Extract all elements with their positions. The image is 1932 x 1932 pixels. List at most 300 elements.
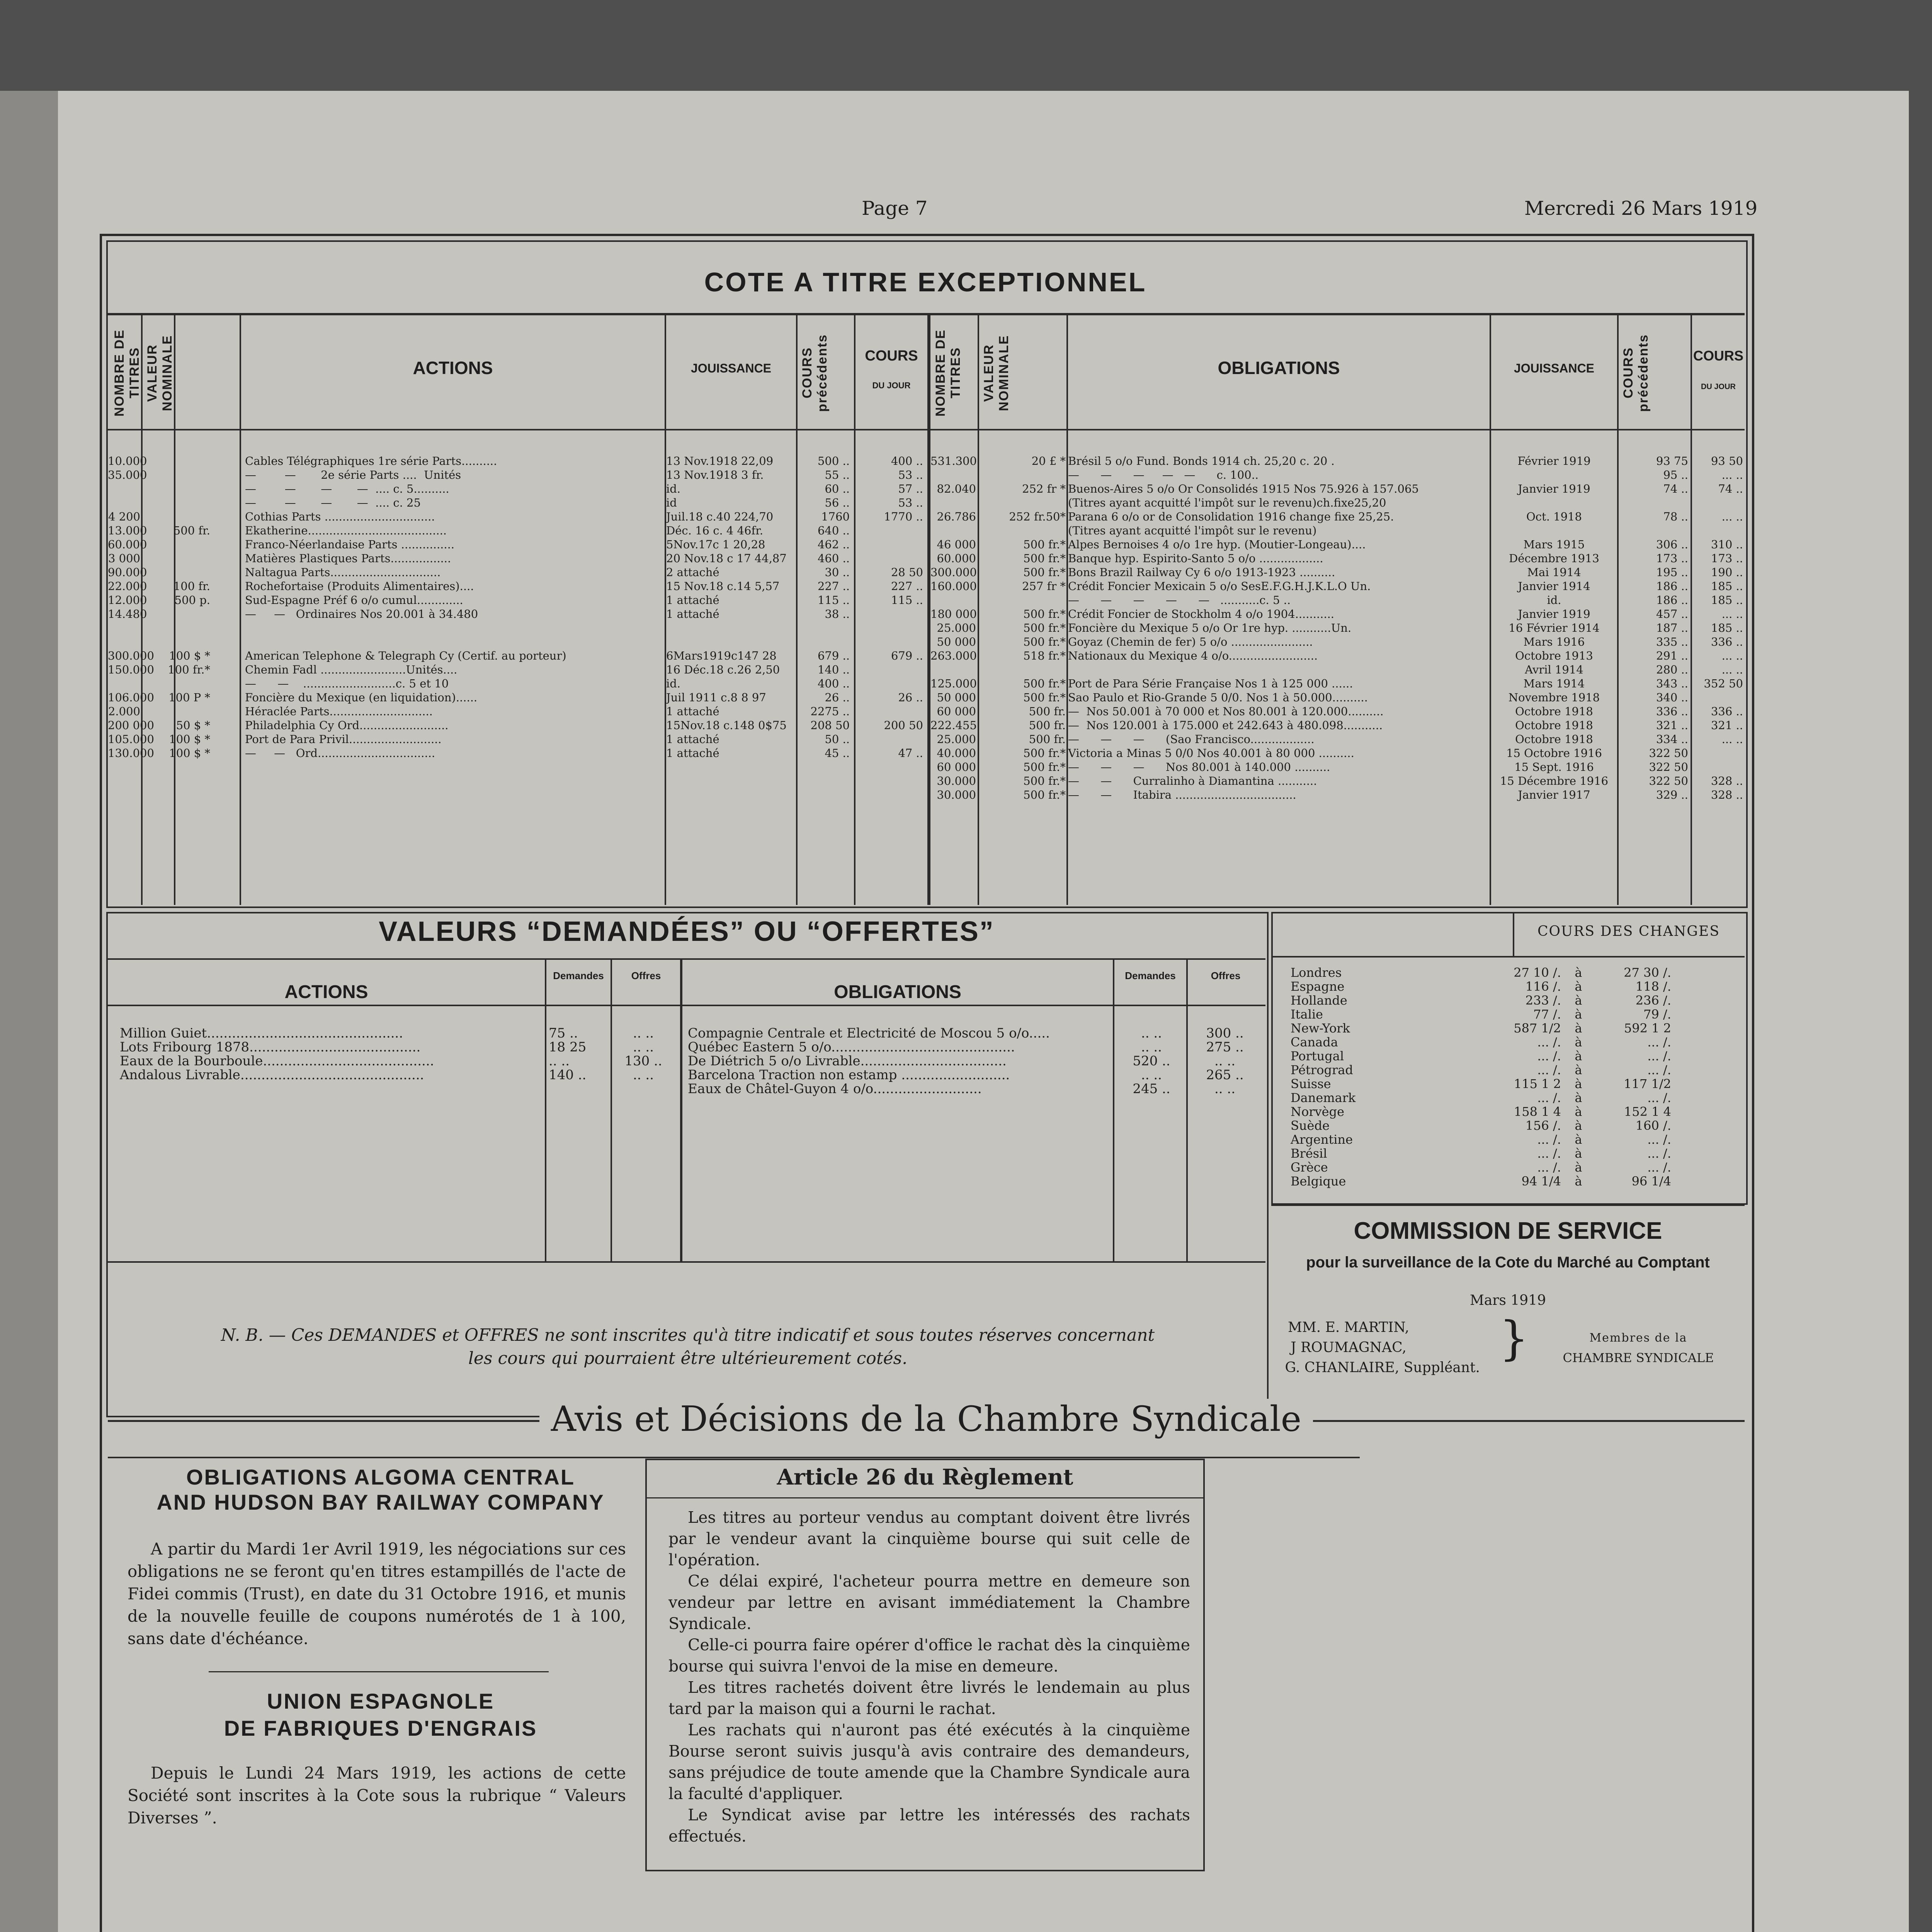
cote-action-precedent: 45 .. [825, 747, 850, 760]
article-p6: Le Syndicat avise par lettre les intéressés des rachats effectués. [668, 1806, 1190, 1845]
changes-cours-b: ... /. [1647, 1063, 1671, 1077]
cote-action-precedent: 400 .. [817, 677, 850, 690]
changes-cours-b: ... /. [1647, 1132, 1671, 1147]
cote-rule [108, 313, 1745, 315]
cote-obligation-name: Bons Brazil Railway Cy 6 o/o 1913-1923 .......... [1068, 566, 1335, 579]
article-p4: Les titres rachetés doivent être livrés le lendemain au plus tard par la maison qui a fourni le rachat. [668, 1678, 1190, 1718]
cote-action-name: Cothias Parts ............................... [245, 510, 435, 523]
cote-obligation-valeur: 500 fr.* [1023, 552, 1066, 565]
cote-action-jouissance: 15Nov.18 c.148 0$75 [666, 719, 787, 732]
cote-obligation-nombre: 25.000 [937, 733, 976, 746]
cote-action-name: Rochefortaise (Produits Alimentaires).... [245, 580, 474, 593]
cote-action-jouissance: 20 Nov.18 c 17 44,87 [666, 552, 787, 565]
changes-cours-a: 77 /. [1533, 1007, 1561, 1022]
cote-obligation-precedent: 291 .. [1656, 649, 1688, 662]
valeurs-action-offre: .. .. [633, 1067, 654, 1083]
changes-cours-a: ... /. [1537, 1063, 1561, 1077]
cote-action-jouissance: Déc. 16 c. 4 46fr. [666, 524, 764, 537]
changes-a: à [1575, 1063, 1582, 1077]
valeurs-obligation-offre: 275 .. [1206, 1039, 1244, 1055]
changes-cours-b: 79 /. [1643, 1007, 1671, 1022]
cote-actions-table [108, 454, 927, 760]
cote-obligation-precedent: 335 .. [1656, 635, 1688, 648]
cote-obligation-jour: 310 .. [1711, 538, 1743, 551]
changes-cours-a: ... /. [1537, 1160, 1561, 1175]
cote-action-jour: 53 .. [898, 468, 923, 481]
valeurs-obligation-row [688, 1026, 1264, 1040]
cote-obligation-valeur: 20 £ * [1031, 454, 1066, 468]
cote-action-row [108, 593, 927, 607]
valeurs-obligation-offre: .. .. [1214, 1053, 1236, 1069]
cote-action-valeur: 500 p. [174, 594, 210, 607]
valeurs-action-row [120, 1026, 684, 1040]
cote-action-jour: 115 .. [891, 594, 923, 607]
cote-action-row [108, 579, 927, 593]
cote-obligation-name: Foncière du Mexique 5 o/o Or 1re hyp. ...........Un. [1068, 621, 1352, 634]
article-p3: Celle-ci pourra faire opérer d'office le rachat dès la cinquième bourse qui suivra l'envoi de la mise en demeure. [668, 1636, 1190, 1675]
cote-obligation-row [930, 565, 1745, 579]
cote-obligation-row [930, 510, 1745, 524]
cote-obligation-name: Parana 6 o/o or de Consolidation 1916 change fixe 25,25. [1068, 510, 1394, 523]
cote-action-precedent: 140 .. [817, 663, 850, 676]
cote-action-nombre: 4 200 [108, 510, 140, 523]
cote-action-nombre: 60.000 [108, 538, 147, 551]
cote-action-jouissance: 16 Déc.18 c.26 2,50 [666, 663, 780, 676]
cote-action-valeur: 100 $ * [169, 747, 210, 760]
valeurs-demandes-label-2: Demandes [1125, 970, 1176, 981]
cote-obligation-row [930, 732, 1745, 746]
col-nombre-header: NOMBRE DE TITRES [112, 329, 142, 417]
cote-obligation-precedent: 321 .. [1656, 719, 1688, 732]
changes-a: à [1575, 1160, 1582, 1175]
cote-obligation-jour: 185 .. [1711, 621, 1743, 634]
changes-pays: Italie [1291, 1007, 1323, 1022]
paper-edge-left [0, 91, 58, 1932]
col-du-jour-header: DU JOUR [872, 381, 911, 390]
changes-pays: Londres [1291, 965, 1342, 980]
cote-obligation-nombre: 263.000 [930, 649, 977, 662]
changes-a: à [1575, 1132, 1582, 1147]
cote-obligation-valeur: 500 fr.* [1023, 607, 1066, 621]
col-du-jour-header-2: DU JOUR [1701, 383, 1736, 391]
cote-obligation-row [930, 774, 1745, 788]
cote-title: COTE A TITRE EXCEPTIONNEL [704, 267, 1147, 297]
cote-obligation-precedent: 93 75 [1656, 454, 1688, 468]
cote-action-name: Port de Para Privil.......................... [245, 733, 442, 746]
changes-cours-b: 592 1 2 [1624, 1021, 1671, 1036]
cote-obligation-jouissance: Octobre 1918 [1515, 719, 1593, 732]
valeurs-action-row [120, 1040, 684, 1054]
cote-action-precedent: 60 .. [825, 482, 850, 495]
changes-row [1291, 966, 1739, 980]
cote-action-precedent: 679 .. [817, 649, 850, 662]
valeurs-note-1: N. B. — Ces DEMANDES et OFFRES ne sont inscrites qu'à titre indicatif et sous toutes réserves concernant [221, 1325, 1155, 1345]
cote-obligation-valeur: 500 fr.* [1023, 760, 1066, 774]
cote-obligation-valeur: 500 fr. [1029, 705, 1066, 718]
col-nombre-header-2: NOMBRE DE TITRES [933, 329, 963, 417]
changes-row [1291, 1008, 1739, 1022]
cote-action-name: Matières Plastiques Parts................. [245, 552, 451, 565]
col-actions-header: ACTIONS [413, 358, 493, 378]
cote-action-jouissance: 6Mars1919c147 28 [666, 649, 777, 662]
cote-obligation-jouissance: Mars 1915 [1523, 538, 1585, 551]
cote-obligation-nombre: 50 000 [937, 691, 976, 704]
changes-cours-a: 115 1 2 [1514, 1077, 1561, 1091]
cote-obligation-row [930, 621, 1745, 635]
col-cours-prec-header: COURS précédents [800, 334, 830, 412]
article-p5: Les rachats qui n'auront pas été exécutés à la cinquième Bourse seront suivis jusqu'à avis contraire des demandeurs, sans préjudice de toute amende que la Chambre Syndicale aura la faculté d'appliquer. [668, 1721, 1190, 1803]
changes-a: à [1575, 1077, 1582, 1091]
cote-action-jouissance: 13 Nov.1918 3 fr. [666, 468, 764, 481]
changes-cours-a: ... /. [1537, 1132, 1561, 1147]
cote-action-jouissance: 1 attaché [666, 733, 719, 746]
cote-obligation-row [930, 454, 1745, 468]
cote-action-nombre: 14.480 [108, 607, 147, 621]
cote-action-valeur: 100 $ * [169, 733, 210, 746]
cote-action-name: Héraclée Parts............................. [245, 705, 433, 718]
cote-action-nombre: 130.000 [108, 747, 154, 760]
cote-obligation-precedent: 186 .. [1656, 594, 1688, 607]
cote-action-nombre: 12.000 [108, 594, 147, 607]
cote-action-jouissance: id [666, 496, 677, 509]
cote-action-jouissance: 1 attaché [666, 594, 719, 607]
cote-action-jour: 47 .. [898, 747, 923, 760]
cote-obligation-row [930, 579, 1745, 593]
cote-obligation-row [930, 663, 1745, 677]
cote-obligation-row [930, 746, 1745, 760]
cote-obligation-name: — — Curralinho à Diamantina ........... [1068, 774, 1317, 787]
cote-obligations-table [930, 454, 1745, 802]
changes-row [1291, 994, 1739, 1008]
changes-cours-a: 27 10 /. [1514, 965, 1561, 980]
valeurs-rule [108, 958, 1265, 960]
cote-obligation-valeur: 500 fr.* [1023, 621, 1066, 634]
changes-cours-b: 118 /. [1635, 979, 1671, 994]
cote-action-precedent: 50 .. [825, 733, 850, 746]
changes-cours-b: 152 1 4 [1624, 1104, 1671, 1119]
membres-label-2: CHAMBRE SYNDICALE [1563, 1350, 1714, 1365]
changes-cours-a: 158 1 4 [1514, 1104, 1561, 1119]
cote-obligation-row [930, 704, 1745, 718]
cote-obligation-jour: 336 .. [1711, 635, 1743, 648]
cote-obligation-name: (Titres ayant acquitté l'impôt sur le revenu) [1068, 524, 1317, 537]
cote-action-valeur: 100 P * [168, 691, 210, 704]
cote-obligation-jouissance: Octobre 1913 [1515, 649, 1593, 662]
changes-cours-b: 236 /. [1635, 993, 1671, 1008]
cote-action-row [108, 482, 927, 496]
cote-action-precedent: 26 .. [825, 691, 850, 704]
cote-obligation-jour: 328 .. [1711, 788, 1743, 801]
changes-a: à [1575, 1118, 1582, 1133]
valeurs-action-row [120, 1068, 684, 1082]
cote-obligation-jour: ... .. [1721, 649, 1743, 662]
cote-action-jour: 26 .. [898, 691, 923, 704]
cote-obligation-nombre: 30.000 [937, 774, 976, 787]
commission-rule [1271, 1204, 1745, 1206]
cote-action-nombre: 106.000 [108, 691, 154, 704]
cote-obligation-jouissance: Mai 1914 [1527, 566, 1581, 579]
cote-action-row [108, 677, 927, 690]
valeurs-obligation-offre: 300 .. [1206, 1026, 1244, 1041]
article-title: Article 26 du Règlement [777, 1464, 1073, 1490]
cote-obligation-valeur: 500 fr.* [1023, 691, 1066, 704]
cote-action-jour: 679 .. [891, 649, 923, 662]
changes-row [1291, 1147, 1739, 1161]
valeurs-action-name: Million Guiet............................................... [120, 1026, 403, 1041]
algoma-text: A partir du Mardi 1er Avril 1919, les négociations sur ces obligations ne se feront qu'en titres estampillés de l'acte de Fidei commis (Trust), en date du 31 Octobre 1916, et munis de la nouvelle feuille de coupons numérotés de 1 à 100, sans date d'échéance. [128, 1539, 626, 1648]
cote-obligation-row [930, 468, 1745, 482]
cote-action-name: Ekatherine....................................... [245, 524, 447, 537]
cote-action-nombre: 150.000 [108, 663, 154, 676]
changes-cours-b: 160 /. [1635, 1118, 1671, 1133]
cote-obligation-name: Crédit Foncier Mexicain 5 o/o SesE.F.G.H.J.K.L.O Un. [1068, 580, 1371, 593]
changes-row [1291, 1105, 1739, 1119]
cote-obligation-jour: 190 .. [1711, 566, 1743, 579]
cote-action-jouissance: id. [666, 677, 681, 690]
article-rule [647, 1497, 1203, 1498]
cote-obligation-row [930, 593, 1745, 607]
changes-pays: Hollande [1291, 993, 1347, 1008]
cote-obligation-row [930, 788, 1745, 802]
cote-obligation-precedent: 322 50 [1649, 747, 1688, 760]
cote-obligation-name: Crédit Foncier de Stockholm 4 o/o 1904........... [1068, 607, 1335, 621]
cote-obligation-row [930, 635, 1745, 649]
changes-a: à [1575, 1049, 1582, 1063]
changes-a: à [1575, 993, 1582, 1008]
cote-obligation-valeur: 500 fr.* [1023, 747, 1066, 760]
cote-obligation-jouissance: 15 Sept. 1916 [1514, 760, 1594, 774]
changes-cours-a: 587 1/2 [1514, 1021, 1561, 1036]
cote-action-valeur: 100 $ * [169, 649, 210, 662]
col-valeur-header-2: VALEUR NOMINALE [981, 335, 1011, 411]
col-jouissance-header: JOUISSANCE [690, 361, 772, 375]
cote-action-row [108, 663, 927, 677]
valeurs-action-offre: 130 .. [624, 1053, 662, 1069]
changes-row [1291, 1133, 1739, 1147]
cote-obligation-nombre: 300.000 [930, 566, 977, 579]
cote-action-name: Chemin Fadl ........................Unités.... [245, 663, 457, 676]
cote-obligation-nombre: 531.300 [930, 454, 977, 468]
cote-obligation-nombre: 60.000 [937, 552, 976, 565]
cote-action-row [108, 537, 927, 551]
cote-obligation-precedent: 457 .. [1656, 607, 1688, 621]
cote-obligation-jour: 93 50 [1711, 454, 1743, 468]
cote-action-valeur: 500 fr. [173, 524, 210, 537]
changes-a: à [1575, 965, 1582, 980]
cote-obligation-jour: ... .. [1721, 663, 1743, 676]
changes-pays: Norvège [1291, 1104, 1344, 1119]
changes-pays: Suisse [1291, 1077, 1331, 1091]
cote-action-nombre: 200 000 [108, 719, 154, 732]
cote-obligation-precedent: 186 .. [1656, 580, 1688, 593]
cote-obligation-precedent: 78 .. [1663, 510, 1688, 523]
cote-obligation-jour: ... .. [1721, 607, 1743, 621]
cote-action-valeur: 50 $ * [176, 719, 210, 732]
changes-row [1291, 980, 1739, 994]
changes-a: à [1575, 1007, 1582, 1022]
valeurs-action-demande: .. .. [549, 1053, 570, 1069]
cote-obligation-precedent: 340 .. [1656, 691, 1688, 704]
cote-action-jour: 57 .. [898, 482, 923, 495]
valeurs-obligation-demande: 520 .. [1133, 1053, 1170, 1069]
cote-action-name: — — Ord................................. [245, 747, 435, 760]
algoma-separator [209, 1671, 549, 1672]
valeurs-offres-label: Offres [631, 970, 661, 981]
cote-obligation-nombre: 26.786 [937, 510, 976, 523]
cote-action-jour: 53 .. [898, 496, 923, 509]
cote-action-jouissance: 15 Nov.18 c.14 5,57 [666, 580, 780, 593]
col-cours-header: COURS [865, 348, 918, 364]
cote-obligation-precedent: 173 .. [1656, 552, 1688, 565]
cote-obligation-row [930, 496, 1745, 510]
cote-obligation-jouissance: Janvier 1919 [1518, 607, 1590, 621]
col-line-center [927, 315, 930, 905]
cote-action-valeur: 100 fr. [173, 580, 210, 593]
cote-obligation-jour: ... .. [1721, 510, 1743, 523]
cote-obligation-jour: 185 .. [1711, 580, 1743, 593]
cote-obligation-name: — Nos 120.001 à 175.000 et 242.643 à 480.098........... [1068, 719, 1383, 732]
changes-cours-a: ... /. [1537, 1090, 1561, 1105]
cote-obligation-valeur: 500 fr. [1029, 733, 1066, 746]
valeurs-actions-table [120, 1026, 684, 1082]
cote-obligation-valeur: 252 fr * [1022, 482, 1066, 495]
changes-a: à [1575, 1104, 1582, 1119]
changes-cours-b: ... /. [1647, 1035, 1671, 1049]
cote-action-jouissance: Juil 1911 c.8 8 97 [666, 691, 766, 704]
cote-action-jour: 200 50 [884, 719, 923, 732]
cote-obligation-jour: 173 .. [1711, 552, 1743, 565]
cote-obligation-jouissance: Janvier 1919 [1518, 482, 1590, 495]
cote-obligation-nombre: 30.000 [937, 788, 976, 801]
valeurs-action-demande: 75 .. [549, 1026, 578, 1041]
cote-obligation-nombre: 160.000 [930, 580, 977, 593]
cote-action-jouissance: 1 attaché [666, 747, 719, 760]
cote-obligation-precedent: 187 .. [1656, 621, 1688, 634]
cote-obligation-nombre: 50 000 [937, 635, 976, 648]
cote-action-row [108, 635, 927, 649]
cote-action-row [108, 621, 927, 635]
cote-obligation-precedent: 280 .. [1656, 663, 1688, 676]
cote-obligation-name: Port de Para Série Française Nos 1 à 125 000 ...... [1068, 677, 1353, 690]
article-p2: Ce délai expiré, l'acheteur pourra mettre en demeure son vendeur par lettre en avisant immédiatement la Chambre Syndicale. [668, 1572, 1190, 1633]
col-jouissance-header-2: JOUISSANCE [1514, 361, 1595, 375]
changes-cours-b: 117 1/2 [1624, 1077, 1671, 1091]
algoma-title-1: OBLIGATIONS ALGOMA CENTRAL [186, 1465, 575, 1489]
cote-obligation-jouissance: Avril 1914 [1525, 663, 1583, 676]
cote-obligation-jouissance: Oct. 1918 [1526, 510, 1582, 523]
cote-obligation-name: — — — — — ...........c. 5 .. [1068, 594, 1291, 607]
valeurs-action-offre: .. .. [633, 1039, 654, 1055]
cote-action-precedent: 56 .. [825, 496, 850, 509]
changes-cours-a: 116 /. [1525, 979, 1561, 994]
cote-action-precedent: 2275 .. [810, 705, 850, 718]
cote-action-row [108, 510, 927, 524]
cote-action-name: American Telephone & Telegraph Cy (Certif. au porteur) [245, 649, 566, 662]
changes-cours-b: ... /. [1647, 1090, 1671, 1105]
cote-action-nombre: 35.000 [108, 468, 147, 481]
valeurs-obligation-offre: .. .. [1214, 1081, 1236, 1097]
cote-obligation-precedent: 306 .. [1656, 538, 1688, 551]
valeurs-obligation-name: Compagnie Centrale et Electricité de Moscou 5 o/o..... [688, 1026, 1050, 1041]
cote-action-name: Sud-Espagne Préf 6 o/o cumul............. [245, 594, 463, 607]
commission-subtitle: pour la surveillance de la Cote du Marché au Comptant [1306, 1254, 1710, 1271]
changes-row [1291, 1161, 1739, 1175]
cote-obligation-precedent: 195 .. [1656, 566, 1688, 579]
cote-action-jouissance: 13 Nov.1918 22,09 [666, 454, 774, 468]
avis-title [108, 1399, 1745, 1439]
valeurs-obligation-demande: .. .. [1141, 1067, 1162, 1083]
valeurs-obligation-row [688, 1040, 1264, 1054]
cote-obligation-valeur: 500 fr.* [1023, 788, 1066, 801]
cote-obligation-jour: 336 .. [1711, 705, 1743, 718]
cote-obligation-jouissance: id. [1547, 594, 1561, 607]
cote-action-row [108, 649, 927, 663]
cote-action-jouissance: 2 attaché [666, 566, 719, 579]
cote-action-precedent: 1760 [821, 510, 850, 523]
changes-cours-a: 156 /. [1525, 1118, 1561, 1133]
valeurs-offres-label-2: Offres [1211, 970, 1241, 981]
cote-obligation-row [930, 482, 1745, 496]
changes-row [1291, 1091, 1739, 1105]
cote-action-name: Cables Télégraphiques 1re série Parts.......... [245, 454, 497, 468]
cote-action-precedent: 30 .. [825, 566, 850, 579]
avis-title-text: Avis et Décisions de la Chambre Syndicale [539, 1399, 1313, 1439]
cote-obligation-jour: ... .. [1721, 468, 1743, 481]
valeurs-obligation-demande: 245 .. [1133, 1081, 1170, 1097]
col-valeur-header: VALEUR NOMINALE [145, 335, 175, 411]
changes-head-rule [1273, 956, 1745, 957]
cote-action-nombre: 2.000 [108, 705, 140, 718]
cote-obligation-precedent: 95 .. [1663, 468, 1688, 481]
valeurs-obligation-name: Eaux de Châtel-Guyon 4 o/o.......................... [688, 1081, 982, 1097]
cote-action-nombre: 90.000 [108, 566, 147, 579]
changes-cours-b: ... /. [1647, 1160, 1671, 1175]
changes-cours-a: 233 /. [1525, 993, 1561, 1008]
cote-obligation-jouissance: Mars 1914 [1523, 677, 1585, 690]
cote-obligation-jour: ... .. [1721, 733, 1743, 746]
valeurs-actions-label: ACTIONS [284, 982, 368, 1002]
valeurs-action-name: Andalous Livrable............................................ [120, 1067, 424, 1083]
changes-pays: Portugal [1291, 1049, 1344, 1063]
changes-cours-b: ... /. [1647, 1146, 1671, 1161]
cote-obligation-precedent: 343 .. [1656, 677, 1688, 690]
cote-obligation-valeur: 518 fr.* [1023, 649, 1066, 662]
cote-action-precedent: 460 .. [817, 552, 850, 565]
cote-action-name: Naltagua Parts............................... [245, 566, 441, 579]
commission-title: COMMISSION DE SERVICE [1354, 1218, 1662, 1244]
cote-obligation-name: — — Itabira .................................. [1068, 788, 1296, 801]
cote-action-row [108, 565, 927, 579]
cote-action-name: — — — — .... c. 5.......... [245, 482, 449, 495]
cote-obligation-name: Banque hyp. Espirito-Santo 5 o/o .................. [1068, 552, 1323, 565]
cote-action-precedent: 640 .. [817, 524, 850, 537]
cote-obligation-name: Victoria a Minas 5 0/0 Nos 40.001 à 80 000 .......... [1068, 747, 1354, 760]
page-date: Mercredi 26 Mars 1919 [1524, 197, 1758, 219]
cote-action-nombre: 13.000 [108, 524, 147, 537]
cote-action-precedent: 227 .. [817, 580, 850, 593]
union-title-1: UNION ESPAGNOLE [267, 1689, 495, 1713]
valeurs-obligations-label: OBLIGATIONS [834, 982, 961, 1002]
cote-obligation-jour: 74 .. [1718, 482, 1743, 495]
cote-action-name: Franco-Néerlandaise Parts ............... [245, 538, 455, 551]
cote-obligation-name: — — — (Sao Francisco.................. [1068, 733, 1315, 746]
changes-row [1291, 1036, 1739, 1049]
cote-action-name: — — — — .... c. 25 [245, 496, 421, 509]
cote-action-name: — — ..........................c. 5 et 10 [245, 677, 449, 690]
changes-pays: Argentine [1291, 1132, 1353, 1147]
member-3: G. CHANLAIRE, Suppléant. [1285, 1360, 1480, 1376]
changes-head-line [1513, 913, 1514, 956]
